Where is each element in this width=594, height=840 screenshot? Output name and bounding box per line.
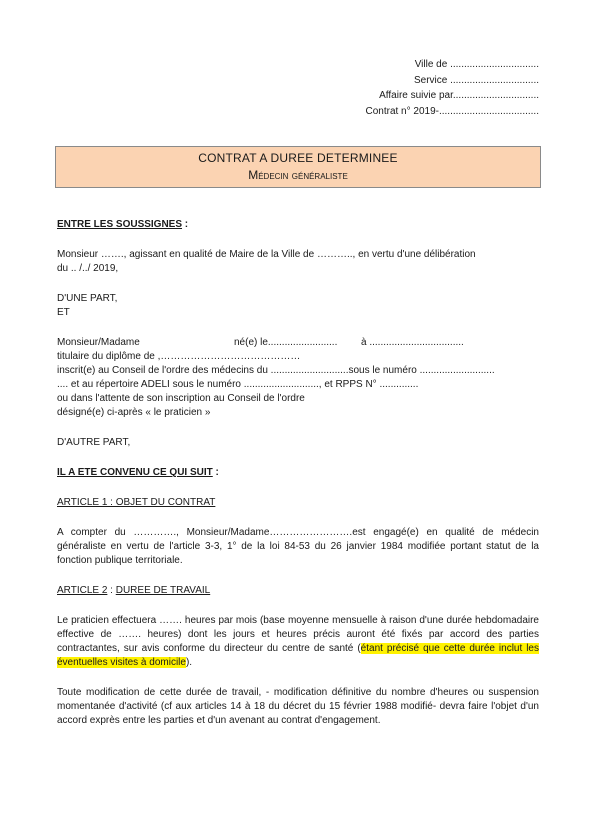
praticien-line-4: .... et au répertoire ADELI sous le numéro ..........................., et RPPS N° .............. — [57, 379, 419, 390]
ville-line: Ville de ................................ — [414, 59, 539, 70]
affaire-line: Affaire suivie par............................... — [379, 90, 539, 101]
article2-label: ARTICLE 2 — [57, 585, 108, 596]
parties-heading-suffix: : — [182, 219, 189, 230]
title-line-1: CONTRAT A DUREE DETERMINEE — [198, 151, 398, 165]
maire-line-1: Monsieur ……., agissant en qualité de Maire de la Ville de ……….., en vertu d'une délibération — [57, 249, 476, 260]
parties-heading — [57, 218, 539, 232]
maire-line-2: du .. /../ 2019, — [57, 263, 119, 274]
article2-title: DUREE DE TRAVAIL — [115, 585, 211, 596]
praticien-title: Monsieur/Madame — [57, 337, 140, 348]
praticien-birth: né(e) le......................... — [234, 337, 338, 348]
praticien-line-3: inscrit(e) au Conseil de l'ordre des médecins du ............................sous le numéro ........................... — [57, 365, 495, 376]
convenu-heading-text: IL A ETE CONVENU CE QUI SUIT — [57, 467, 213, 478]
parties-heading-text: ENTRE LES SOUSSIGNES — [57, 219, 183, 230]
article2-paragraph-2: Toute modification de cette durée de travail, - modification définitive du nombre d'heures ou suspension momentanée d'activité (cf aux articles 14 à 18 du décret du 15 février 1988 modifié- devra faire l'objet d'un accord exprès entre les parties et d'un avenant au contrat d'engagement. — [57, 687, 539, 726]
dune-part: D'UNE PART, — [57, 293, 118, 304]
article2-p1-text: Le praticien effectuera ……. heures par mois (base moyenne mensuelle à raison d'une durée hebdomadaire effective de ……. heures) dont les jours et heures précis auront été fixés par accord des parties contractantes, sur avis conforme du directeur du centre de santé ( — [57, 615, 539, 654]
article1-heading: ARTICLE 1 : OBJET DU CONTRAT — [57, 497, 216, 508]
convenu-heading-suffix: : — [212, 467, 219, 478]
praticien-line-2: titulaire du diplôme de ,…………………………………… — [57, 351, 301, 362]
service-line: Service ................................ — [413, 74, 539, 86]
contrat-line: Contrat n° 2019-.................................... — [365, 105, 539, 117]
dautre-part: D'AUTRE PART, — [57, 437, 131, 448]
article2-p1-end: ). — [185, 657, 193, 668]
praticien-place: à .................................. — [361, 337, 464, 348]
praticien-line-1 — [57, 336, 539, 350]
convenu-heading — [57, 466, 539, 480]
title-line-2-text: Médecin généraliste — [248, 168, 348, 182]
praticien-line-6: désigné(e) ci-après « le praticien » — [57, 407, 211, 418]
title-line-2 — [56, 168, 540, 182]
title-box — [55, 146, 541, 188]
article1-text: A compter du …………., Monsieur/Madame…………………….est engagé(e) en qualité de médecin généraliste en vertu de l'article 3-3, 1° de la loi 84-53 du 26 janvier 1984 modifiée portant statut de la fonction publique territoriale. — [57, 527, 539, 566]
et-line: ET — [57, 307, 70, 318]
article2-paragraph-1 — [57, 614, 539, 670]
header-info — [365, 57, 539, 119]
article2-sep: : — [107, 585, 116, 596]
article2-heading — [57, 584, 539, 598]
article2-highlight: étant précisé que cette durée inclut les éventuelles visites à domicile — [57, 643, 539, 668]
document-body — [57, 218, 539, 728]
praticien-line-5: ou dans l'attente de son inscription au Conseil de l'ordre — [57, 393, 305, 404]
